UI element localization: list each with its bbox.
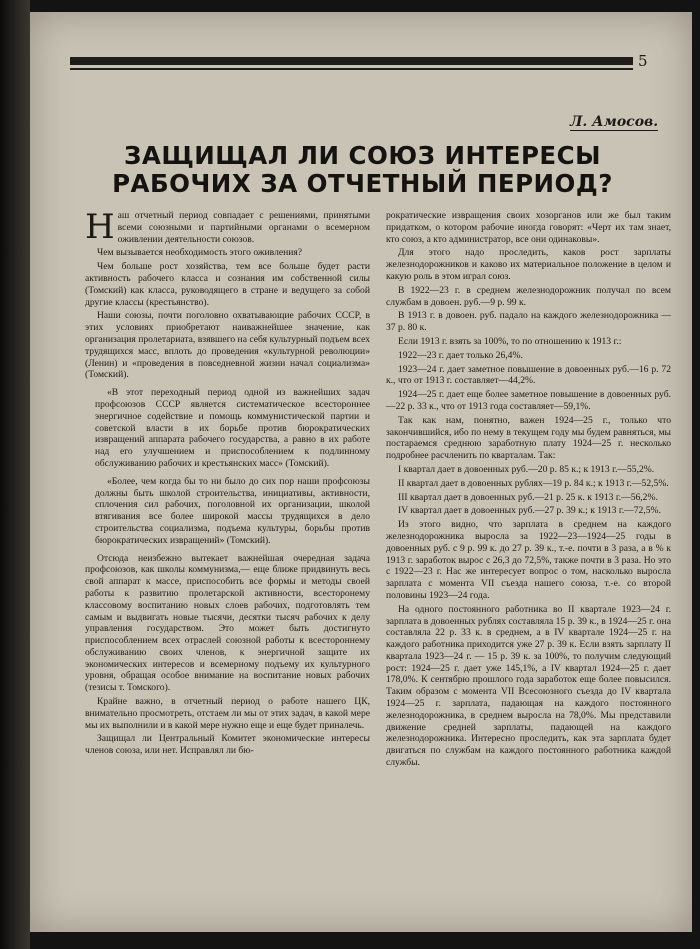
quarter-line: III квартал дает в довоенных руб.—21 р. 25 к. к 1913 г.—56,2%. [398, 491, 658, 503]
right-column [386, 210, 671, 771]
paragraph: Крайне важно, в отчетный период о работе нашего ЦК, внимательно просмотреть, отстаем ли мы от этих задач, в какой мере мы их выполнили и в какой мере нужно еще и еще будет приналечь. [85, 696, 370, 731]
paragraph: Из этого видно, что зарплата в среднем на каждого железнодорожника выросла за 1922—23—1924—25 годы в довоенных руб. с 9 р. 99 к. до 27 р. 39 к., т.-е. почти в 3 раза, а в % к 1913 г. заработок вырос с 26,3 до 72,5%, также почти в 3 раза. Но это с 1922—23 г. Нас же интересует вопрос о том, насколько выросла зарплата с момента VII съезда нашего союза, т.-е. со второй половины 1923—24 года. [386, 519, 671, 601]
paragraph: Чем больше рост хозяйства, тем все больше будет расти активность рабочего класса и сознания им собственной силы (Томский) как класса, руководящего в стране и ведущего за собой другие классы (крестьянство). [85, 261, 370, 308]
paragraph: Так как нам, понятно, важен 1924—25 г., только что закончившийся, ибо по нему в текущем году мы будем равняться, мы постараемся среднюю заработную плату 1924—25 г. несколько подробнее расчленить по кварталам. Так: [386, 414, 671, 462]
author-signature: Л. Амосов. [570, 114, 659, 130]
paragraph: рократические извращения своих хозорганов или же был таким придатком, о котором рабочие иногда говорят: «Черт их там знает, кто союз, а кто администратор, все они одинаковы». [386, 210, 671, 245]
paragraph: Если 1913 г. взять за 100%, то по отношению к 1913 г.: [398, 335, 622, 347]
paragraph: Чем вызывается необходимость этого оживления? [97, 247, 303, 259]
paragraph: В 1922—23 г. в среднем железнодорожник получал по всем службам в довоен. руб.—9 р. 99 к. [386, 284, 671, 308]
quarter-line: II квартал дает в довоенных рублях—19 р. 84 к.; к 1913 г.—52,5%. [398, 477, 669, 489]
paragraph: 1922—23 г. дает только 26,4%. [398, 349, 523, 361]
paragraph: В 1913 г. в довоен. руб. падало на каждого железнодорожника — 37 р. 80 к. [386, 310, 671, 334]
paragraph: 1924—25 г. дает еще более заметное повышение в довоенных руб.—22 р. 33 к., что от 1913 года составляет—59,1%. [386, 389, 671, 412]
paragraph-text: аш отчетный период совпадает с решениями, принятыми всеми союзными и партийными органами о всемерном оживлении деятельности союзов. [117, 210, 370, 245]
paragraph: Защищал ли Центральный Комитет экономические интересы членов союза, или нет. Исправлял ли бю- [85, 733, 370, 757]
quarter-line: IV квартал дает в довоенных руб.—27 р. 39 к.; к 1913 г.—72,5%. [398, 505, 661, 517]
quote: «В этот переходный период одной из важнейших задач профсоюзов СССР является систематическое всестороннее энергичное содействие и помощь коммунистической партии и советской власти в их борьбе против бюрократических извращений аппарата рабочего государства, а равно в их работе над его улучшением и приспособлением к подлинному обслуживанию рабочих и крестьянских масс» (Томский). [95, 387, 370, 469]
quote: «Более, чем когда бы то ни было до сих пор наши профсоюзы должны быть школой строительства, инициативы, активности, сплочения сил рабочих, поголовной их организации, школой втягивания все более широкой массы трудящихся в дело строительства социализма, подъема культуры, борьбы против бюрократических извращений» (Томский). [95, 475, 370, 546]
book-spine [0, 0, 30, 949]
header-rule-thin [70, 68, 633, 70]
paragraph [85, 207, 370, 247]
drop-cap: Н [85, 207, 115, 247]
paragraph: Для этого надо проследить, каков рост зарплаты железнодорожников и каково их материальное положение в целом и какую роль в этом играл союз. [386, 247, 671, 282]
article-title: ЗАЩИЩАЛ ЛИ СОЮЗ ИНТЕРЕСЫ РАБОЧИХ ЗА ОТЧЕТНЫЙ ПЕРИОД? [112, 141, 613, 198]
quarter-line: I квартал дает в довоенных руб.—20 р. 85 к.; к 1913 г.—55,2%. [398, 463, 655, 475]
header-rule [70, 57, 633, 65]
paragraph: 1923—24 г. дает заметное повышение в довоенных руб.—16 р. 72 к., что от 1913 г. составляет—44,2%. [386, 363, 671, 387]
paragraph: Наши союзы, почти поголовно охватывающие рабочих СССР, в этих условиях приобретают наиважнейшее значение, как организация пролетариата, взявшего на себя культурный подъем всех трудящихся масс, вплоть до проведения «культурной революции» (Ленин) и «проведения в повседневной жизни начал социализма» (Томский). [85, 310, 370, 381]
paragraph: Отсюда неизбежно вытекает важнейшая очередная задача профсоюзов, как школы коммунизма,— еще ближе придвинуть весь свой аппарат к массе, приспособить все формы и методы своей работы к развитию пролетарской активности, всесторонему классовому воспитанию новых слоев рабочих, подготовлять тем самым и выдвигать новые тысячи, десятки тысяч рабочих к делу управления государством. Это может быть достигнуто приспособлением всех отраслей союзной работы к всестороннему обслуживанию своих членов, к энергичной защите их экономических интересов и всемерному подъему их культурного уровня, обращая особое внимание на воспитание новых рабочих (тезисы т. Томского). [85, 552, 370, 694]
page-number: 5 [638, 52, 648, 70]
journal-page [30, 12, 692, 932]
left-column [85, 207, 370, 759]
paragraph: На одного постоянного работника во II квартале 1923—24 г. зарплата в довоенных рублях составляла 15 р. 39 к., в 1924—25 г. она составляла 22 р. 33 к. в среднем, а в IV квартале 1924—25 г. на каждого работника приходится уже 27 р. 39 к. Если взять зарплату II квартала 1923—24 г. — 15 р. 39 к. за 100%, то получим следующий рост: 1924—25 г. дает уже 145,1%, а IV квартал 1924—25 г. дает 178,0%. К сентябрю прошлого года заработок еще более повысился. Таким образом с момента VII Всесоюзного съезда до IV квартала 1924—25 г. зарплата, падающая на каждого постоянного железнодорожника, в среднем выросла на 78,0%. Мы представили движение средней зарплаты, падающей на каждого железнодорожника. Интересно проследить, как эта зарплата будет двигаться по службам на каждого постоянного работника каждой службы. [386, 603, 671, 769]
